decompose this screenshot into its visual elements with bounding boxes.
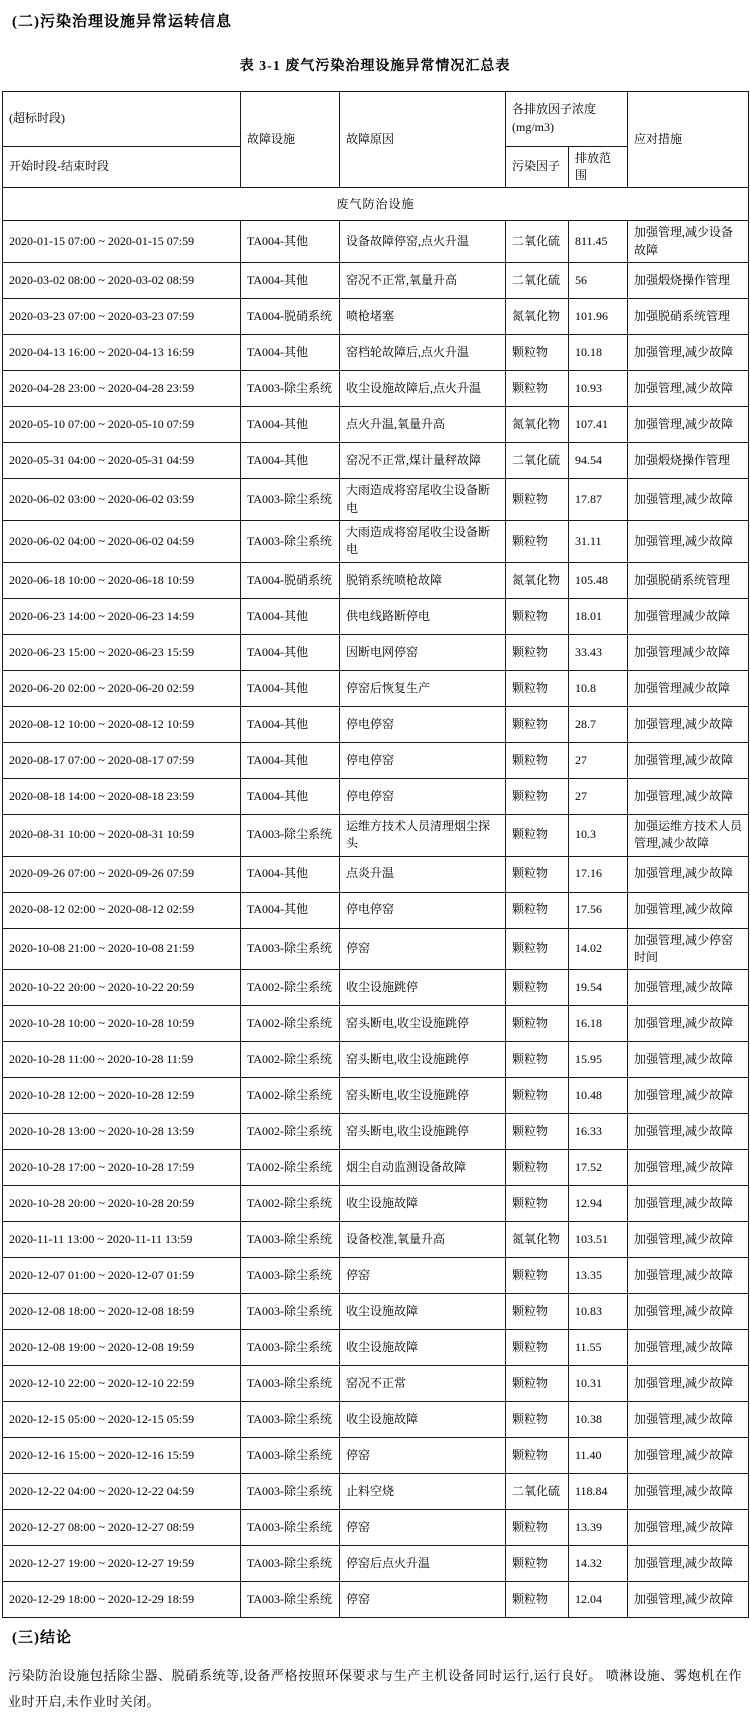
- facility-cell: TA002-除尘系统: [241, 1042, 340, 1078]
- period-cell: 2020-01-15 07:00 ~ 2020-01-15 07:59: [3, 221, 241, 263]
- table-row: [3, 970, 749, 1006]
- reason-cell: 设备故障停窑,点火升温: [340, 221, 506, 263]
- reason-cell: 因断电网停窑: [340, 634, 506, 670]
- period-cell: 2020-08-17 07:00 ~ 2020-08-17 07:59: [3, 742, 241, 778]
- facility-cell: TA003-除尘系统: [241, 1582, 340, 1618]
- table-row: [3, 479, 749, 521]
- table-row: [3, 1330, 749, 1366]
- table-body: [3, 188, 749, 1618]
- table-row: [3, 598, 749, 634]
- facility-cell: TA003-除尘系统: [241, 1402, 340, 1438]
- reason-cell: 大雨造成将窑尾收尘设备断电: [340, 479, 506, 521]
- reason-cell: 烟尘自动监测设备故障: [340, 1150, 506, 1186]
- facility-cell: TA002-除尘系统: [241, 1078, 340, 1114]
- facility-cell: TA003-除尘系统: [241, 1258, 340, 1294]
- table-row: [3, 1294, 749, 1330]
- pollutant-cell: 颗粒物: [506, 520, 569, 562]
- measure-cell: 加强管理,减少故障: [628, 706, 749, 742]
- measure-cell: 加强管理,减少故障: [628, 520, 749, 562]
- measure-cell: 加强管理,减少故障: [628, 1150, 749, 1186]
- table-row: [3, 221, 749, 263]
- table-row: [3, 1546, 749, 1582]
- value-cell: 10.8: [569, 670, 628, 706]
- period-cell: 2020-10-28 10:00 ~ 2020-10-28 10:59: [3, 1006, 241, 1042]
- table-row: [3, 299, 749, 335]
- measure-cell: 加强管理,减少故障: [628, 1114, 749, 1150]
- pollutant-cell: 颗粒物: [506, 1006, 569, 1042]
- value-cell: 12.94: [569, 1186, 628, 1222]
- measure-cell: 加强管理,减少故障: [628, 1042, 749, 1078]
- measure-cell: 加强管理,减少故障: [628, 778, 749, 814]
- pollutant-cell: 颗粒物: [506, 814, 569, 856]
- facility-cell: TA002-除尘系统: [241, 1186, 340, 1222]
- value-cell: 27: [569, 778, 628, 814]
- table-row: [3, 1438, 749, 1474]
- value-cell: 16.33: [569, 1114, 628, 1150]
- value-cell: 10.83: [569, 1294, 628, 1330]
- period-cell: 2020-04-28 23:00 ~ 2020-04-28 23:59: [3, 371, 241, 407]
- reason-cell: 窑况不正常,煤计量秤故障: [340, 443, 506, 479]
- reason-cell: 停窑: [340, 1582, 506, 1618]
- measure-cell: 加强管理,减少故障: [628, 1510, 749, 1546]
- table-row: [3, 928, 749, 970]
- table-row: [3, 634, 749, 670]
- pollutant-cell: 颗粒物: [506, 1582, 569, 1618]
- facility-cell: TA003-除尘系统: [241, 1330, 340, 1366]
- measure-cell: 加强管理,减少故障: [628, 1006, 749, 1042]
- period-cell: 2020-08-12 02:00 ~ 2020-08-12 02:59: [3, 892, 241, 928]
- period-cell: 2020-04-13 16:00 ~ 2020-04-13 16:59: [3, 335, 241, 371]
- measure-cell: 加强管理,减少停窑时间: [628, 928, 749, 970]
- pollutant-cell: 颗粒物: [506, 1330, 569, 1366]
- reason-cell: 停窑: [340, 1438, 506, 1474]
- abnormal-operation-table: [2, 91, 749, 1619]
- facility-cell: TA003-除尘系统: [241, 520, 340, 562]
- value-cell: 94.54: [569, 443, 628, 479]
- measure-cell: 加强管理,减少故障: [628, 742, 749, 778]
- table-row: [3, 443, 749, 479]
- header-reason: 故障原因: [340, 91, 506, 188]
- facility-cell: TA003-除尘系统: [241, 1546, 340, 1582]
- value-cell: 10.31: [569, 1366, 628, 1402]
- period-cell: 2020-12-15 05:00 ~ 2020-12-15 05:59: [3, 1402, 241, 1438]
- measure-cell: 加强管理,减少故障: [628, 1186, 749, 1222]
- measure-cell: 加强管理,减少故障: [628, 970, 749, 1006]
- measure-cell: 加强管理,减少故障: [628, 1366, 749, 1402]
- measure-cell: 加强管理,减少故障: [628, 1474, 749, 1510]
- table-row: [3, 263, 749, 299]
- table-row: [3, 1042, 749, 1078]
- pollutant-cell: 颗粒物: [506, 1510, 569, 1546]
- section3-heading: (三)结论: [12, 1630, 72, 1647]
- value-cell: 118.84: [569, 1474, 628, 1510]
- table-row: [3, 670, 749, 706]
- reason-cell: 收尘设施故障: [340, 1186, 506, 1222]
- reason-cell: 收尘设施故障: [340, 1294, 506, 1330]
- reason-cell: 点火升温,氧量升高: [340, 407, 506, 443]
- reason-cell: 窑头断电,收尘设施跳停: [340, 1042, 506, 1078]
- pollutant-cell: 二氧化硫: [506, 443, 569, 479]
- measure-cell: 加强脱硝系统管理: [628, 299, 749, 335]
- pollutant-cell: 颗粒物: [506, 778, 569, 814]
- facility-cell: TA004-其他: [241, 856, 340, 892]
- table-row: [3, 856, 749, 892]
- value-cell: 56: [569, 263, 628, 299]
- pollutant-cell: 二氧化硫: [506, 1474, 569, 1510]
- pollutant-cell: 颗粒物: [506, 970, 569, 1006]
- reason-cell: 脱销系统喷枪故障: [340, 562, 506, 598]
- period-cell: 2020-05-31 04:00 ~ 2020-05-31 04:59: [3, 443, 241, 479]
- facility-cell: TA003-除尘系统: [241, 1294, 340, 1330]
- pollutant-cell: 颗粒物: [506, 1546, 569, 1582]
- table-row: [3, 1222, 749, 1258]
- pollutant-cell: 颗粒物: [506, 1402, 569, 1438]
- reason-cell: 停窑: [340, 1510, 506, 1546]
- reason-cell: 喷枪堵塞: [340, 299, 506, 335]
- conclusion-paragraph: 污染防治设施包括除尘器、脱硝系统等,设备严格按照环保要求与生产主机设备同时运行,运行良好。 喷淋设施、雾炮机在作业时开启,未作业时关闭。: [8, 1668, 742, 1710]
- period-cell: 2020-06-23 14:00 ~ 2020-06-23 14:59: [3, 598, 241, 634]
- facility-cell: TA004-其他: [241, 634, 340, 670]
- period-cell: 2020-05-10 07:00 ~ 2020-05-10 07:59: [3, 407, 241, 443]
- table-row: [3, 335, 749, 371]
- reason-cell: 收尘设施故障后,点火升温: [340, 371, 506, 407]
- value-cell: 18.01: [569, 598, 628, 634]
- reason-cell: 窑档轮故障后,点火升温: [340, 335, 506, 371]
- period-cell: 2020-12-27 19:00 ~ 2020-12-27 19:59: [3, 1546, 241, 1582]
- table-row: [3, 1366, 749, 1402]
- value-cell: 14.32: [569, 1546, 628, 1582]
- measure-cell: 加强运维方技术人员管理,减少故障: [628, 814, 749, 856]
- header-period-sub: 开始时段-结束时段: [3, 146, 241, 188]
- pollutant-cell: 颗粒物: [506, 670, 569, 706]
- period-cell: 2020-12-08 18:00 ~ 2020-12-08 18:59: [3, 1294, 241, 1330]
- facility-cell: TA004-其他: [241, 742, 340, 778]
- reason-cell: 大雨造成将窑尾收尘设备断电: [340, 520, 506, 562]
- facility-cell: TA004-脱硝系统: [241, 299, 340, 335]
- measure-cell: 加强管理,减少故障: [628, 1294, 749, 1330]
- table-row: [3, 892, 749, 928]
- pollutant-cell: 颗粒物: [506, 598, 569, 634]
- measure-cell: 加强管理,减少故障: [628, 1438, 749, 1474]
- facility-cell: TA003-除尘系统: [241, 1222, 340, 1258]
- measure-cell: 加强管理减少故障: [628, 634, 749, 670]
- table-row: [3, 1510, 749, 1546]
- pollutant-cell: 颗粒物: [506, 371, 569, 407]
- period-cell: 2020-12-22 04:00 ~ 2020-12-22 04:59: [3, 1474, 241, 1510]
- value-cell: 103.51: [569, 1222, 628, 1258]
- reason-cell: 停窑后点火升温: [340, 1546, 506, 1582]
- pollutant-cell: 颗粒物: [506, 1042, 569, 1078]
- period-cell: 2020-12-16 15:00 ~ 2020-12-16 15:59: [3, 1438, 241, 1474]
- period-cell: 2020-03-23 07:00 ~ 2020-03-23 07:59: [3, 299, 241, 335]
- value-cell: 17.52: [569, 1150, 628, 1186]
- facility-cell: TA004-其他: [241, 670, 340, 706]
- value-cell: 31.11: [569, 520, 628, 562]
- reason-cell: 止料空烧: [340, 1474, 506, 1510]
- facility-cell: TA003-除尘系统: [241, 1438, 340, 1474]
- period-cell: 2020-09-26 07:00 ~ 2020-09-26 07:59: [3, 856, 241, 892]
- pollutant-cell: 颗粒物: [506, 335, 569, 371]
- reason-cell: 窑头断电,收尘设施跳停: [340, 1078, 506, 1114]
- facility-cell: TA004-其他: [241, 221, 340, 263]
- period-cell: 2020-06-20 02:00 ~ 2020-06-20 02:59: [3, 670, 241, 706]
- reason-cell: 点炎升温: [340, 856, 506, 892]
- table-row: [3, 1006, 749, 1042]
- period-cell: 2020-06-23 15:00 ~ 2020-06-23 15:59: [3, 634, 241, 670]
- pollutant-cell: 颗粒物: [506, 1294, 569, 1330]
- value-cell: 10.18: [569, 335, 628, 371]
- pollutant-cell: 二氧化硫: [506, 263, 569, 299]
- measure-cell: 加强管理,减少故障: [628, 1078, 749, 1114]
- pollutant-cell: 颗粒物: [506, 742, 569, 778]
- facility-cell: TA003-除尘系统: [241, 928, 340, 970]
- table-row: [3, 814, 749, 856]
- period-cell: 2020-06-02 04:00 ~ 2020-06-02 04:59: [3, 520, 241, 562]
- value-cell: 13.35: [569, 1258, 628, 1294]
- value-cell: 33.43: [569, 634, 628, 670]
- value-cell: 11.55: [569, 1330, 628, 1366]
- measure-cell: 加强管理,减少故障: [628, 1402, 749, 1438]
- facility-cell: TA004-其他: [241, 335, 340, 371]
- measure-cell: 加强管理,减少故障: [628, 335, 749, 371]
- pollutant-cell: 颗粒物: [506, 1078, 569, 1114]
- value-cell: 14.02: [569, 928, 628, 970]
- pollutant-cell: 颗粒物: [506, 1150, 569, 1186]
- reason-cell: 停窑: [340, 928, 506, 970]
- header-factor-group: [506, 91, 628, 146]
- value-cell: 11.40: [569, 1438, 628, 1474]
- table-row: [3, 1402, 749, 1438]
- header-pollutant: 污染因子: [506, 146, 569, 188]
- pollutant-cell: 氮氧化物: [506, 562, 569, 598]
- section2-heading: (二)污染治理设施异常运转信息: [12, 14, 232, 30]
- facility-cell: TA004-脱硝系统: [241, 562, 340, 598]
- pollutant-cell: 二氧化硫: [506, 221, 569, 263]
- facility-cell: TA004-其他: [241, 263, 340, 299]
- measure-cell: 加强脱硝系统管理: [628, 562, 749, 598]
- value-cell: 17.56: [569, 892, 628, 928]
- reason-cell: 收尘设施故障: [340, 1402, 506, 1438]
- period-cell: 2020-08-31 10:00 ~ 2020-08-31 10:59: [3, 814, 241, 856]
- table-row: [3, 742, 749, 778]
- table-row: [3, 1114, 749, 1150]
- table-row: [3, 1186, 749, 1222]
- facility-cell: TA003-除尘系统: [241, 371, 340, 407]
- measure-cell: 加强煅烧操作管理: [628, 443, 749, 479]
- table-row: [3, 562, 749, 598]
- reason-cell: 收尘设施跳停: [340, 970, 506, 1006]
- reason-cell: 窑头断电,收尘设施跳停: [340, 1114, 506, 1150]
- table-row: [3, 1258, 749, 1294]
- period-cell: 2020-11-11 13:00 ~ 2020-11-11 13:59: [3, 1222, 241, 1258]
- reason-cell: 窑况不正常,氧量升高: [340, 263, 506, 299]
- reason-cell: 停电停窑: [340, 778, 506, 814]
- reason-cell: 设备校准,氧量升高: [340, 1222, 506, 1258]
- period-cell: 2020-12-07 01:00 ~ 2020-12-07 01:59: [3, 1258, 241, 1294]
- reason-cell: 停电停窑: [340, 892, 506, 928]
- pollutant-cell: 颗粒物: [506, 928, 569, 970]
- period-cell: 2020-12-29 18:00 ~ 2020-12-29 18:59: [3, 1582, 241, 1618]
- value-cell: 17.16: [569, 856, 628, 892]
- measure-cell: 加强管理,减少故障: [628, 1582, 749, 1618]
- period-cell: 2020-10-28 12:00 ~ 2020-10-28 12:59: [3, 1078, 241, 1114]
- facility-cell: TA004-其他: [241, 443, 340, 479]
- pollutant-cell: 颗粒物: [506, 1366, 569, 1402]
- period-cell: 2020-12-10 22:00 ~ 2020-12-10 22:59: [3, 1366, 241, 1402]
- facility-cell: TA003-除尘系统: [241, 1510, 340, 1546]
- table-row: [3, 371, 749, 407]
- pollutant-cell: 氮氧化物: [506, 407, 569, 443]
- pollutant-cell: 颗粒物: [506, 856, 569, 892]
- reason-cell: 停窑后恢复生产: [340, 670, 506, 706]
- value-cell: 10.48: [569, 1078, 628, 1114]
- value-cell: 16.18: [569, 1006, 628, 1042]
- value-cell: 10.93: [569, 371, 628, 407]
- section-row: [3, 188, 749, 221]
- header-range: 排放范围: [569, 146, 628, 188]
- header-facility: 故障设施: [241, 91, 340, 188]
- pollutant-cell: 颗粒物: [506, 1258, 569, 1294]
- facility-cell: TA002-除尘系统: [241, 1114, 340, 1150]
- measure-cell: 加强管理,减少故障: [628, 1546, 749, 1582]
- measure-cell: 加强管理,减少故障: [628, 1330, 749, 1366]
- facility-cell: TA004-其他: [241, 778, 340, 814]
- value-cell: 101.96: [569, 299, 628, 335]
- value-cell: 28.7: [569, 706, 628, 742]
- facility-cell: TA002-除尘系统: [241, 1150, 340, 1186]
- facility-cell: TA004-其他: [241, 706, 340, 742]
- table-row: [3, 706, 749, 742]
- facility-cell: TA004-其他: [241, 407, 340, 443]
- value-cell: 15.95: [569, 1042, 628, 1078]
- measure-cell: 加强管理,减少故障: [628, 371, 749, 407]
- facility-cell: TA003-除尘系统: [241, 1366, 340, 1402]
- facility-cell: TA003-除尘系统: [241, 1474, 340, 1510]
- table-row: [3, 1150, 749, 1186]
- table-caption: 表 3-1 废气污染治理设施异常情况汇总表: [239, 59, 511, 74]
- reason-cell: 窑况不正常: [340, 1366, 506, 1402]
- period-cell: 2020-12-08 19:00 ~ 2020-12-08 19:59: [3, 1330, 241, 1366]
- value-cell: 17.87: [569, 479, 628, 521]
- pollutant-cell: 颗粒物: [506, 892, 569, 928]
- period-cell: 2020-10-08 21:00 ~ 2020-10-08 21:59: [3, 928, 241, 970]
- facility-cell: TA002-除尘系统: [241, 1006, 340, 1042]
- period-cell: 2020-10-28 17:00 ~ 2020-10-28 17:59: [3, 1150, 241, 1186]
- value-cell: 811.45: [569, 221, 628, 263]
- pollutant-cell: 颗粒物: [506, 706, 569, 742]
- header-period-group: (超标时段): [3, 91, 241, 146]
- table-row: [3, 1078, 749, 1114]
- table-row: [3, 407, 749, 443]
- reason-cell: 供电线路断停电: [340, 598, 506, 634]
- header-factor-line2: (mg/m3): [512, 119, 554, 134]
- measure-cell: 加强管理,减少故障: [628, 1222, 749, 1258]
- value-cell: 10.38: [569, 1402, 628, 1438]
- measure-cell: 加强管理,减少设备故障: [628, 221, 749, 263]
- table-header: [3, 91, 749, 188]
- value-cell: 13.39: [569, 1510, 628, 1546]
- pollutant-cell: 氮氧化物: [506, 299, 569, 335]
- pollutant-cell: 氮氧化物: [506, 1222, 569, 1258]
- measure-cell: 加强管理减少故障: [628, 670, 749, 706]
- reason-cell: 停电停窑: [340, 706, 506, 742]
- pollutant-cell: 颗粒物: [506, 1186, 569, 1222]
- period-cell: 2020-08-12 10:00 ~ 2020-08-12 10:59: [3, 706, 241, 742]
- period-cell: 2020-10-22 20:00 ~ 2020-10-22 20:59: [3, 970, 241, 1006]
- period-cell: 2020-10-28 20:00 ~ 2020-10-28 20:59: [3, 1186, 241, 1222]
- value-cell: 12.04: [569, 1582, 628, 1618]
- value-cell: 27: [569, 742, 628, 778]
- measure-cell: 加强管理,减少故障: [628, 856, 749, 892]
- period-cell: 2020-10-28 11:00 ~ 2020-10-28 11:59: [3, 1042, 241, 1078]
- pollutant-cell: 颗粒物: [506, 1438, 569, 1474]
- facility-cell: TA004-其他: [241, 892, 340, 928]
- value-cell: 105.48: [569, 562, 628, 598]
- measure-cell: 加强管理,减少故障: [628, 407, 749, 443]
- facility-cell: TA003-除尘系统: [241, 479, 340, 521]
- measure-cell: 加强管理,减少故障: [628, 479, 749, 521]
- header-factor-line1: 各排放因子浓度: [512, 102, 597, 117]
- table-row: [3, 520, 749, 562]
- table-row: [3, 1474, 749, 1510]
- period-cell: 2020-12-27 08:00 ~ 2020-12-27 08:59: [3, 1510, 241, 1546]
- table-row: [3, 778, 749, 814]
- period-cell: 2020-03-02 08:00 ~ 2020-03-02 08:59: [3, 263, 241, 299]
- pollutant-cell: 颗粒物: [506, 479, 569, 521]
- period-cell: 2020-08-18 14:00 ~ 2020-08-18 23:59: [3, 778, 241, 814]
- facility-cell: TA003-除尘系统: [241, 814, 340, 856]
- period-cell: 2020-06-02 03:00 ~ 2020-06-02 03:59: [3, 479, 241, 521]
- period-cell: 2020-06-18 10:00 ~ 2020-06-18 10:59: [3, 562, 241, 598]
- measure-cell: 加强管理减少故障: [628, 598, 749, 634]
- measure-cell: 加强管理,减少故障: [628, 1258, 749, 1294]
- pollutant-cell: 颗粒物: [506, 1114, 569, 1150]
- value-cell: 19.54: [569, 970, 628, 1006]
- pollutant-cell: 颗粒物: [506, 634, 569, 670]
- measure-cell: 加强煅烧操作管理: [628, 263, 749, 299]
- section-row-label: 废气防治设施: [3, 188, 749, 221]
- value-cell: 10.3: [569, 814, 628, 856]
- value-cell: 107.41: [569, 407, 628, 443]
- reason-cell: 停窑: [340, 1258, 506, 1294]
- header-measures: 应对措施: [628, 91, 749, 188]
- facility-cell: TA004-其他: [241, 598, 340, 634]
- facility-cell: TA002-除尘系统: [241, 970, 340, 1006]
- table-row: [3, 1582, 749, 1618]
- reason-cell: 停电停窑: [340, 742, 506, 778]
- reason-cell: 运维方技术人员清理烟尘探头: [340, 814, 506, 856]
- measure-cell: 加强管理,减少故障: [628, 892, 749, 928]
- reason-cell: 窑头断电,收尘设施跳停: [340, 1006, 506, 1042]
- period-cell: 2020-10-28 13:00 ~ 2020-10-28 13:59: [3, 1114, 241, 1150]
- reason-cell: 收尘设施故障: [340, 1330, 506, 1366]
